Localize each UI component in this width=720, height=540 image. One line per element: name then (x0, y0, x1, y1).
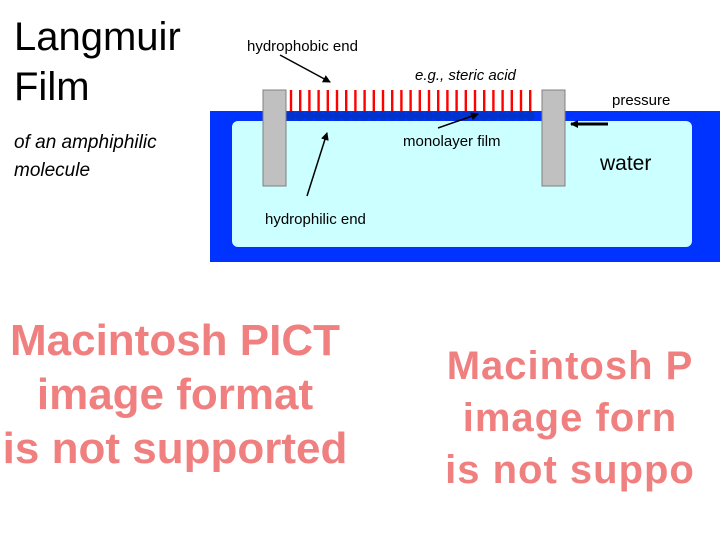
placeholder-line: image forn (462, 396, 678, 440)
molecule-head (507, 111, 517, 121)
molecule-head (433, 111, 443, 121)
molecule-tails (291, 90, 530, 111)
water-label: water (600, 152, 652, 175)
hydrophilic-end-label: hydrophilic end (265, 211, 366, 228)
hydrophobic-end-label: hydrophobic end (247, 38, 358, 55)
placeholder-line: Macintosh PICT (9, 316, 341, 365)
molecule-head (351, 111, 361, 121)
molecule-head (323, 111, 333, 121)
molecule-head (397, 111, 407, 121)
placeholder-line: is not supported (2, 424, 348, 473)
molecule-head (489, 111, 499, 121)
unsupported-image-placeholder-left (0, 314, 350, 476)
molecule-head (406, 111, 416, 121)
subtitle-line-2: molecule (14, 160, 91, 181)
unsupported-image-placeholder-right (420, 340, 720, 496)
title-line-1: Langmuir (14, 15, 181, 59)
left-barrier (263, 90, 286, 186)
placeholder-line: Macintosh P (446, 344, 694, 388)
title-line-2: Film (14, 65, 90, 109)
molecule-head (452, 111, 462, 121)
molecule-head (295, 111, 305, 121)
molecule-head (479, 111, 489, 121)
molecule-head (378, 111, 388, 121)
placeholder-line: is not suppo (445, 448, 695, 492)
molecule-head (341, 111, 351, 121)
molecule-head (332, 111, 342, 121)
molecule-head (305, 111, 315, 121)
pressure-label: pressure (612, 92, 671, 109)
molecule-head (498, 111, 508, 121)
molecule-head (314, 111, 324, 121)
hydrophobic-end-arrow (280, 55, 330, 82)
monolayer-film-label: monolayer film (403, 133, 501, 150)
molecule-head (424, 111, 434, 121)
molecule-head (387, 111, 397, 121)
molecule-head (369, 111, 379, 121)
molecule-head (525, 111, 535, 121)
molecule-head (415, 111, 425, 121)
subtitle-line-1: of an amphiphilic (14, 132, 157, 153)
molecule-head (360, 111, 370, 121)
molecule-head (443, 111, 453, 121)
molecule-head (286, 111, 296, 121)
example-label: e.g., steric acid (415, 67, 516, 84)
molecule-head (516, 111, 526, 121)
right-barrier (542, 90, 565, 186)
placeholder-line: image format (36, 370, 314, 419)
